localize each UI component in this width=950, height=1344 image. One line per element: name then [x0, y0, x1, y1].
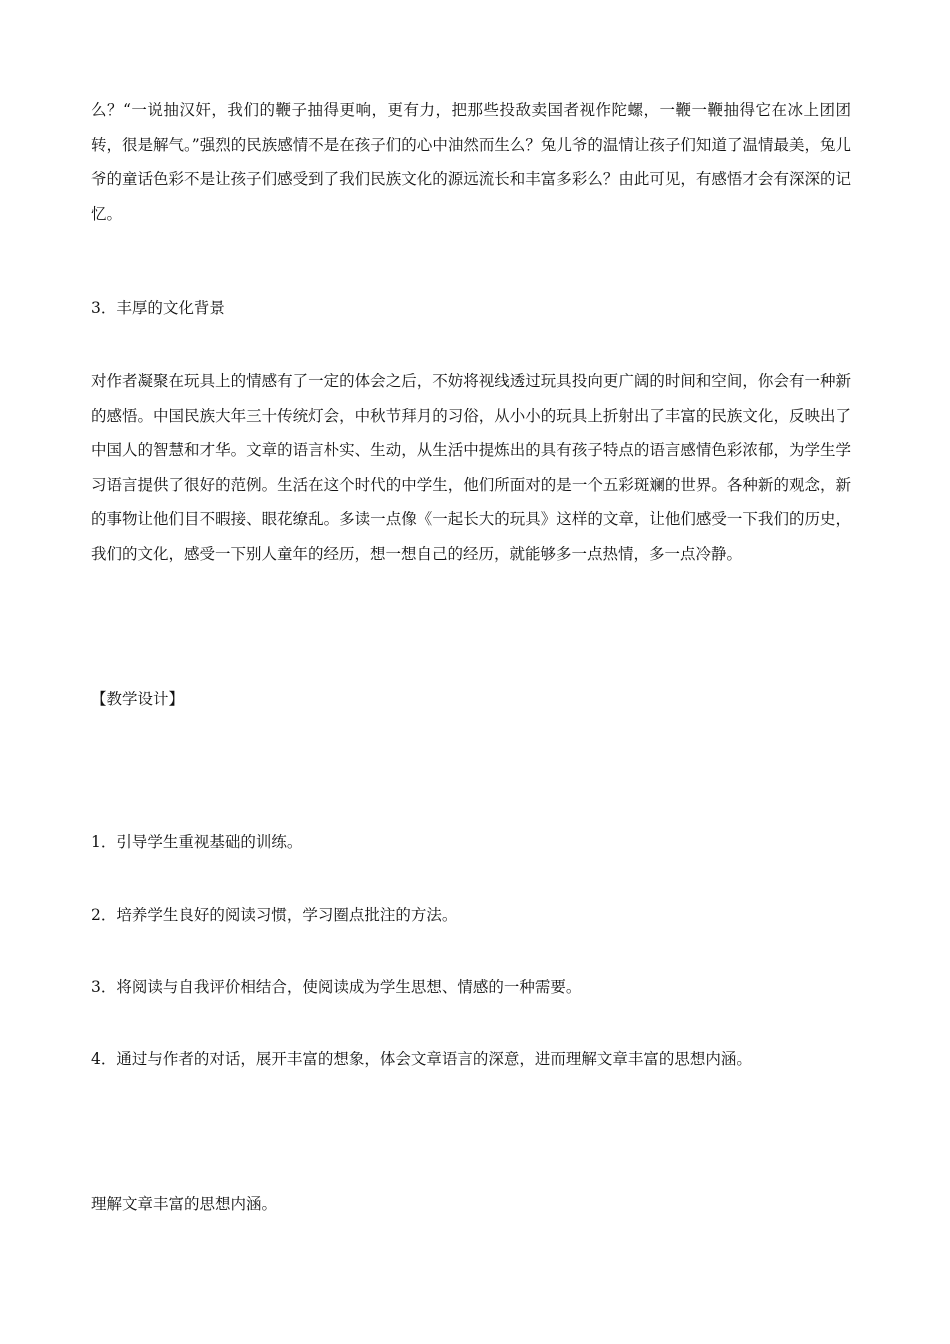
goal-item-4: 4．通过与作者的对话，展开丰富的想象，体会文章语言的深意，进而理解文章丰富的思想内涵。 — [91, 1050, 752, 1068]
section-title-teaching-design: 【教学设计】 — [91, 690, 185, 708]
goal-item-3: 3．将阅读与自我评价相结合，使阅读成为学生思想、情感的一种需要。 — [91, 978, 582, 996]
heading-cultural-background: 3．丰厚的文化背景 — [91, 299, 225, 317]
paragraph-cultural-background: 对作者凝聚在玩具上的情感有了一定的体会之后，不妨将视线透过玩具投向更广阔的时间和空间，你会有一种新的感悟。中国民族大年三十传统灯会，中秋节拜月的习俗，从小小的玩具上折射出了丰富的民族文化，反映出了中国人的智慧和才华。文章的语言朴实、生动，从生活中提炼出的具有孩子特点的语言感情色彩浓郁，为学生学习语言提供了很好的范例。生活在这个时代的中学生，他们所面对的是一个五彩斑斓的世界。各种新的观念，新的事物让他们目不暇接、眼花缭乱。多读一点像《一起长大的玩具》这样的文章，让他们感受一下我们的历史，我们的文化，感受一下别人童年的经历，想一想自己的经历，就能够多一点热情，多一点冷静。 — [91, 372, 851, 563]
goal-item-2: 2．培养学生良好的阅读习惯，学习圈点批注的方法。 — [91, 906, 458, 924]
goal-item-1: 1．引导学生重视基础的训练。 — [91, 833, 303, 851]
key-point-text: 理解文章丰富的思想内涵。 — [91, 1195, 278, 1213]
paragraph-memory-feeling: 么？“一说抽汉奸，我们的鞭子抽得更响，更有力，把那些投敌卖国者视作陀螺，一鞭一鞭抽得它在冰上团团转，很是解气。”强烈的民族感情不是在孩子们的心中油然而生么？兔儿爷的温情让孩子们知道了温情最美，兔儿爷的童话色彩不是让孩子们感受到了我们民族文化的源远流长和丰富多彩么？由此可见，有感悟才会有深深的记忆。 — [91, 101, 851, 223]
